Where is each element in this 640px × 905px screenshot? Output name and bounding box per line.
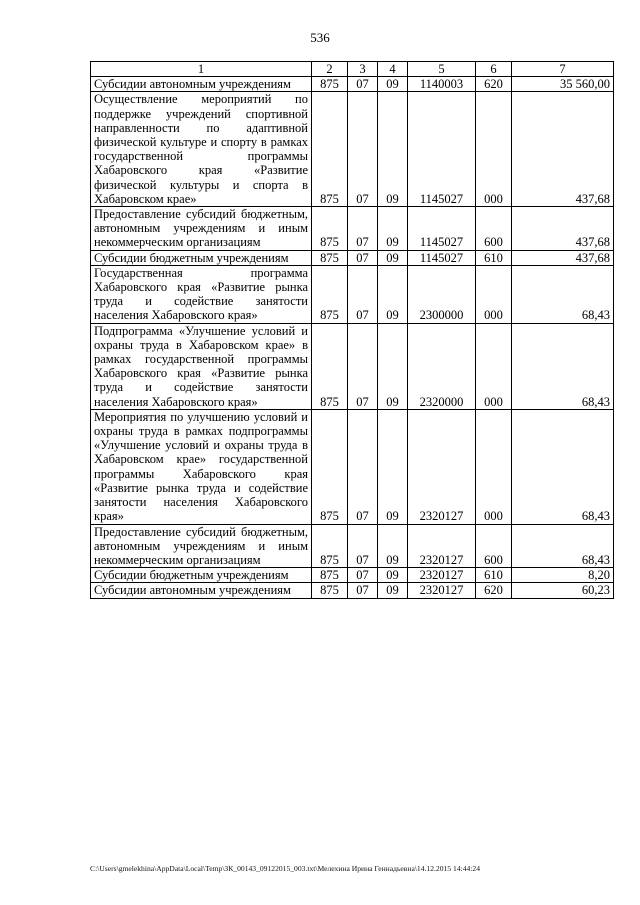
col4-cell: 09: [378, 323, 408, 409]
col4-cell: 09: [378, 524, 408, 568]
col6-cell: 000: [476, 409, 512, 524]
col3-cell: 07: [348, 265, 378, 323]
page-number: 536: [310, 30, 330, 45]
amount-cell: 8,20: [512, 568, 614, 583]
column-header: 1: [91, 62, 312, 77]
col3-cell: 07: [348, 250, 378, 265]
amount-cell: 437,68: [512, 92, 614, 207]
row-name-cell: Государственная программа Хабаровского края «Развитие рынка труда и содействие занятости населения Хабаровского края»: [91, 265, 312, 323]
col5-cell: 2320127: [408, 524, 476, 568]
col4-cell: 09: [378, 265, 408, 323]
col5-cell: 1145027: [408, 92, 476, 207]
col6-cell: 610: [476, 568, 512, 583]
col6-cell: 600: [476, 207, 512, 251]
col3-cell: 07: [348, 524, 378, 568]
column-header: 2: [312, 62, 348, 77]
col3-cell: 07: [348, 568, 378, 583]
table-row: [91, 323, 614, 409]
row-name-cell: Предоставление субсидий бюджетным, автономным учреждениям и иным некоммерческим организациям: [91, 524, 312, 568]
column-header: 5: [408, 62, 476, 77]
table-row: [91, 207, 614, 251]
column-header: 6: [476, 62, 512, 77]
col2-cell: 875: [312, 409, 348, 524]
col4-cell: 09: [378, 207, 408, 251]
col5-cell: 2320127: [408, 568, 476, 583]
col2-cell: 875: [312, 568, 348, 583]
col5-cell: 1145027: [408, 207, 476, 251]
col5-cell: 2300000: [408, 265, 476, 323]
row-name-cell: Предоставление субсидий бюджетным, автономным учреждениям и иным некоммерческим организациям: [91, 207, 312, 251]
row-name-cell: Субсидии автономным учреждениям: [91, 583, 312, 598]
col3-cell: 07: [348, 409, 378, 524]
col2-cell: 875: [312, 583, 348, 598]
col2-cell: 875: [312, 265, 348, 323]
col2-cell: 875: [312, 250, 348, 265]
row-name-cell: Субсидии бюджетным учреждениям: [91, 568, 312, 583]
col3-cell: 07: [348, 77, 378, 92]
col4-cell: 09: [378, 583, 408, 598]
col6-cell: 000: [476, 265, 512, 323]
column-header: 4: [378, 62, 408, 77]
amount-cell: 68,43: [512, 524, 614, 568]
table-row: [91, 265, 614, 323]
row-name-cell: Субсидии автономным учреждениям: [91, 77, 312, 92]
col3-cell: 07: [348, 92, 378, 207]
amount-cell: 35 560,00: [512, 77, 614, 92]
col6-cell: 620: [476, 583, 512, 598]
column-header: 7: [512, 62, 614, 77]
column-header: 3: [348, 62, 378, 77]
col5-cell: 1140003: [408, 77, 476, 92]
amount-cell: 68,43: [512, 265, 614, 323]
col6-cell: 000: [476, 323, 512, 409]
table-row: [91, 409, 614, 524]
col5-cell: 2320127: [408, 583, 476, 598]
col5-cell: 2320127: [408, 409, 476, 524]
col5-cell: 1145027: [408, 250, 476, 265]
col6-cell: 610: [476, 250, 512, 265]
col3-cell: 07: [348, 207, 378, 251]
row-name-cell: Осуществление мероприятий по поддержке учреждений спортивной направленности по адаптивной физической культуре и спорту в рамках государственной программы Хабаровского края «Развитие физической культуры и спорта в Хабаровском крае»: [91, 92, 312, 207]
amount-cell: 437,68: [512, 250, 614, 265]
row-name-cell: Мероприятия по улучшению условий и охраны труда в рамках подпрограммы «Улучшение условий и охраны труда в Хабаровском крае» государственной программы Хабаровского края «Развитие рынка труда и содействие занятости населения Хабаровского края»: [91, 409, 312, 524]
col3-cell: 07: [348, 583, 378, 598]
col4-cell: 09: [378, 568, 408, 583]
table-row: [91, 568, 614, 583]
amount-cell: 437,68: [512, 207, 614, 251]
amount-cell: 68,43: [512, 409, 614, 524]
footer-file-path: C:\Users\gmelekhina\AppData\Local\Temp\ЗК_00143_09122015_003.txt\Мелехина Ирина Геннадьевна\14.12.2015 14:44:24: [90, 864, 480, 873]
table-row: [91, 92, 614, 207]
table-header-row: [91, 62, 614, 77]
col4-cell: 09: [378, 92, 408, 207]
row-name-cell: Субсидии бюджетным учреждениям: [91, 250, 312, 265]
col2-cell: 875: [312, 92, 348, 207]
col2-cell: 875: [312, 323, 348, 409]
col4-cell: 09: [378, 77, 408, 92]
col6-cell: 000: [476, 92, 512, 207]
row-name-cell: Подпрограмма «Улучшение условий и охраны труда в Хабаровском крае» в рамках государственной программы Хабаровского края «Развитие рынка труда и содействие занятости населения Хабаровского края»: [91, 323, 312, 409]
table-row: [91, 524, 614, 568]
col4-cell: 09: [378, 250, 408, 265]
col5-cell: 2320000: [408, 323, 476, 409]
amount-cell: 68,43: [512, 323, 614, 409]
amount-cell: 60,23: [512, 583, 614, 598]
table-row: [91, 250, 614, 265]
table-row: [91, 77, 614, 92]
col6-cell: 620: [476, 77, 512, 92]
col6-cell: 600: [476, 524, 512, 568]
col2-cell: 875: [312, 524, 348, 568]
budget-table: [90, 61, 614, 599]
col3-cell: 07: [348, 323, 378, 409]
col2-cell: 875: [312, 207, 348, 251]
col4-cell: 09: [378, 409, 408, 524]
table-row: [91, 583, 614, 598]
col2-cell: 875: [312, 77, 348, 92]
